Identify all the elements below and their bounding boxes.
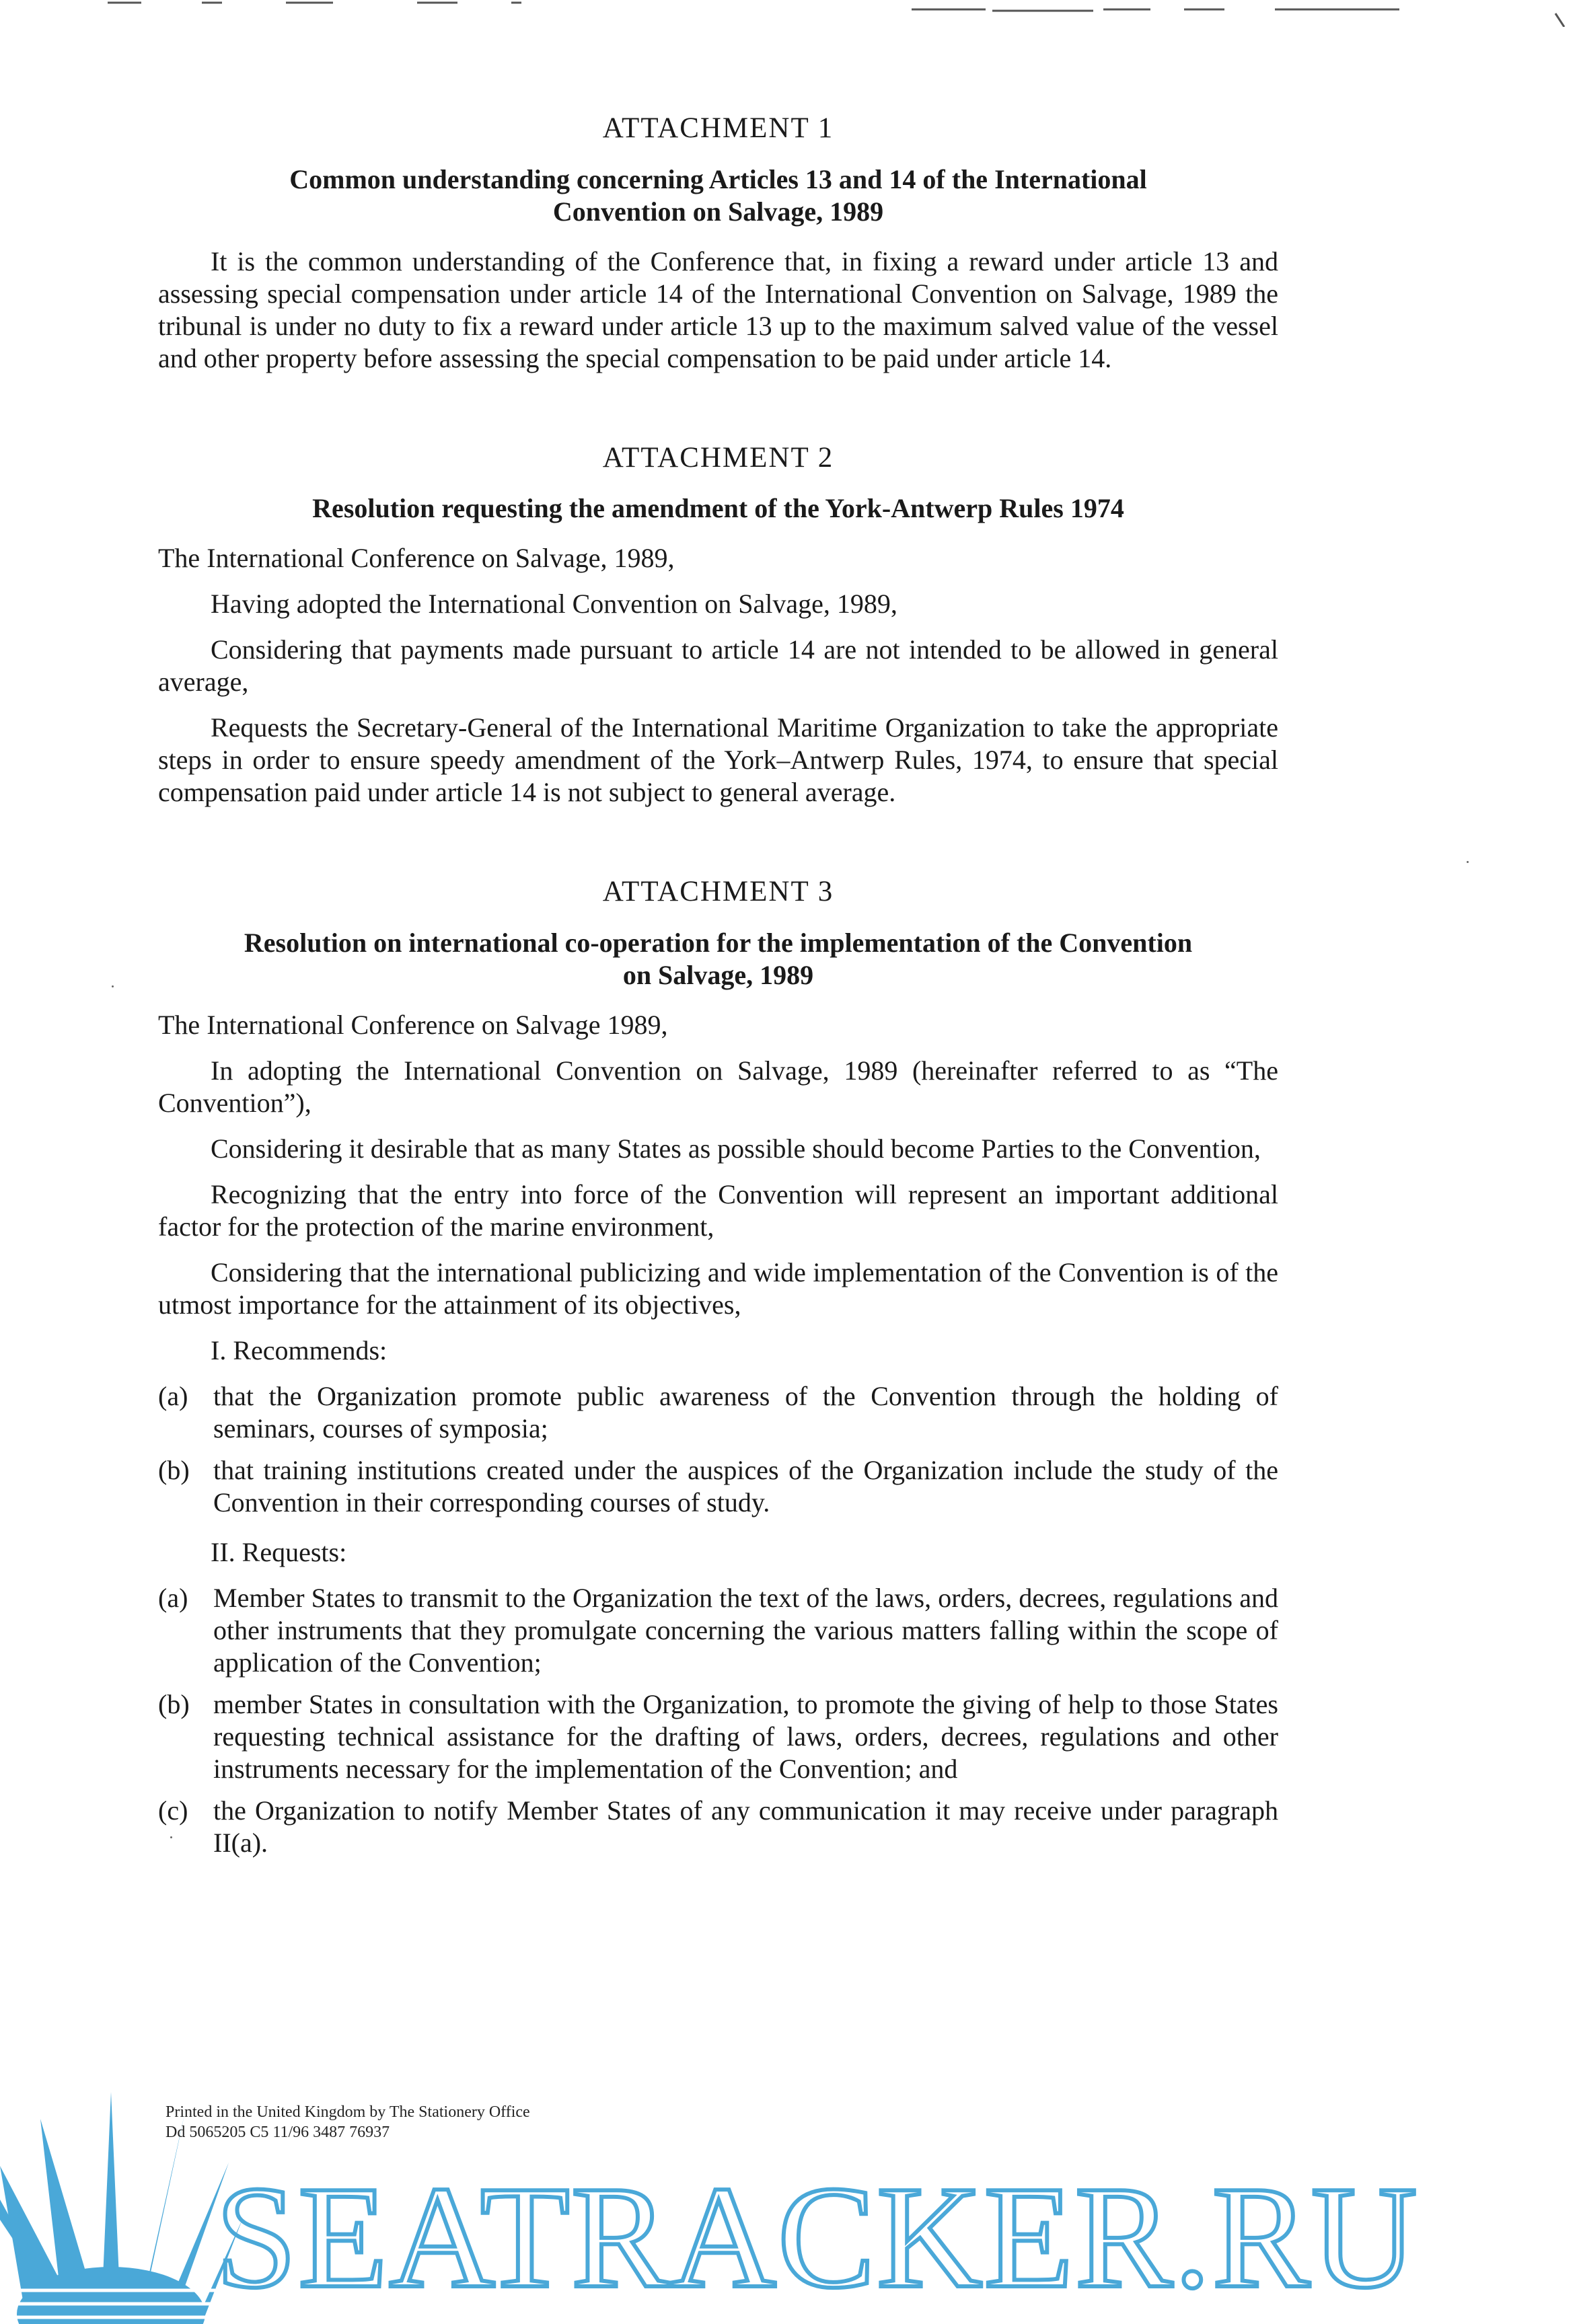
watermark-text: SEATRACKER.RU bbox=[215, 2157, 1419, 2319]
attachment-1-body: It is the common understanding of the Conference that, in fixing a reward under article 13 and assessing special compensation under article 14 of the International Convention on Salvage, 1989 the tribunal is under no duty to fix a reward under article 13 up to the maximum salved value of the vessel and other property before assessing the special compensation to be paid under article 14. bbox=[158, 246, 1278, 373]
printer-imprint bbox=[166, 2102, 530, 2142]
scan-speck bbox=[112, 985, 114, 987]
attachment-1-subtitle-line1: Common understanding concerning Articles 13 and 14 of the International bbox=[289, 163, 1147, 194]
attachment-2-title: ATTACHMENT 2 bbox=[602, 441, 834, 474]
scan-speck bbox=[1467, 861, 1469, 863]
attachment-2-paragraph: Having adopted the International Convention on Salvage, 1989, bbox=[211, 589, 897, 620]
imprint-line-2: Dd 5065205 C5 11/96 3487 76937 bbox=[166, 2124, 390, 2141]
list-item-label: (a) bbox=[158, 1380, 188, 1411]
attachment-3-subtitle bbox=[158, 927, 1278, 991]
attachment-2-subtitle bbox=[158, 492, 1278, 525]
attachment-3-title: ATTACHMENT 3 bbox=[602, 876, 834, 908]
attachment-1-subtitle-line2: Convention on Salvage, 1989 bbox=[552, 196, 884, 227]
attachment-3-subtitle-line1: Resolution on international co-operation for the implementation of the Convention bbox=[244, 927, 1193, 958]
attachment-3-paragraph: Considering it desirable that as many States as possible should become Parties to the Convention, bbox=[211, 1133, 1261, 1164]
attachment-2-paragraph: Considering that payments made pursuant to article 14 are not intended to be allowed in general average, bbox=[158, 634, 1278, 698]
list-item bbox=[158, 1795, 1278, 1859]
attachment-2-opening: The International Conference on Salvage, 1989, bbox=[158, 543, 675, 574]
list-item-label: (b) bbox=[158, 1454, 190, 1485]
attachment-3-subtitle-line2: on Salvage, 1989 bbox=[622, 959, 814, 990]
attachment-2-subtitle-line: Resolution requesting the amendment of the York-Antwerp Rules 1974 bbox=[312, 493, 1124, 524]
list-item-text: that the Organization promote public awareness of the Convention through the holding of seminars, courses of symposia; bbox=[213, 1380, 1278, 1444]
list-item bbox=[158, 1688, 1278, 1785]
attachment-3-paragraph: Recognizing that the entry into force of the Convention will represent an important additional factor for the protection of the marine environment, bbox=[158, 1178, 1278, 1242]
list-item-label: (b) bbox=[158, 1688, 190, 1719]
list-item bbox=[158, 1454, 1278, 1519]
section-ii-heading: II. Requests: bbox=[211, 1536, 347, 1567]
scan-edge-marks bbox=[0, 0, 1581, 27]
list-item-text: member States in consultation with the Organization, to promote the giving of help to those States requesting technical assistance for the drafting of laws, orders, decrees, regulations and other instruments necessary for the implementation of the Convention; and bbox=[213, 1688, 1278, 1784]
document-page bbox=[158, 111, 1278, 1869]
list-item-label: (c) bbox=[158, 1795, 188, 1826]
list-item-text: Member States to transmit to the Organization the text of the laws, orders, decrees, regulations and other instruments that they promulgate concerning the various matters falling within the scope of application of the Convention; bbox=[213, 1582, 1278, 1678]
attachment-1-title: ATTACHMENT 1 bbox=[602, 112, 834, 144]
list-item bbox=[158, 1582, 1278, 1679]
list-item-label: (a) bbox=[158, 1582, 188, 1613]
imprint-line-1: Printed in the United Kingdom by The Stationery Office bbox=[166, 2103, 530, 2121]
list-item-text: the Organization to notify Member States of any communication it may receive under paragraph II(a). bbox=[213, 1795, 1278, 1858]
attachment-3-opening: The International Conference on Salvage 1989, bbox=[158, 1009, 668, 1040]
section-i-heading: I. Recommends: bbox=[211, 1335, 388, 1365]
list-item bbox=[158, 1380, 1278, 1445]
attachment-1-subtitle bbox=[158, 163, 1278, 228]
scan-speck bbox=[170, 1836, 172, 1838]
attachment-3-paragraph: Considering that the international publicizing and wide implementation of the Convention is of the utmost importance for the attainment of its objectives, bbox=[158, 1257, 1278, 1320]
attachment-2-paragraph: Requests the Secretary-General of the International Maritime Organization to take the appropriate steps in order to ensure speedy amendment of the York–Antwerp Rules, 1974, to ensure that special compensation paid under article 14 is not subject to general average. bbox=[158, 712, 1278, 808]
attachment-3-paragraph: In adopting the International Convention on Salvage, 1989 (hereinafter referred to as “The Convention”), bbox=[158, 1055, 1278, 1118]
list-item-text: that training institutions created under the auspices of the Organization include the study of the Convention in their corresponding courses of study. bbox=[213, 1454, 1278, 1517]
